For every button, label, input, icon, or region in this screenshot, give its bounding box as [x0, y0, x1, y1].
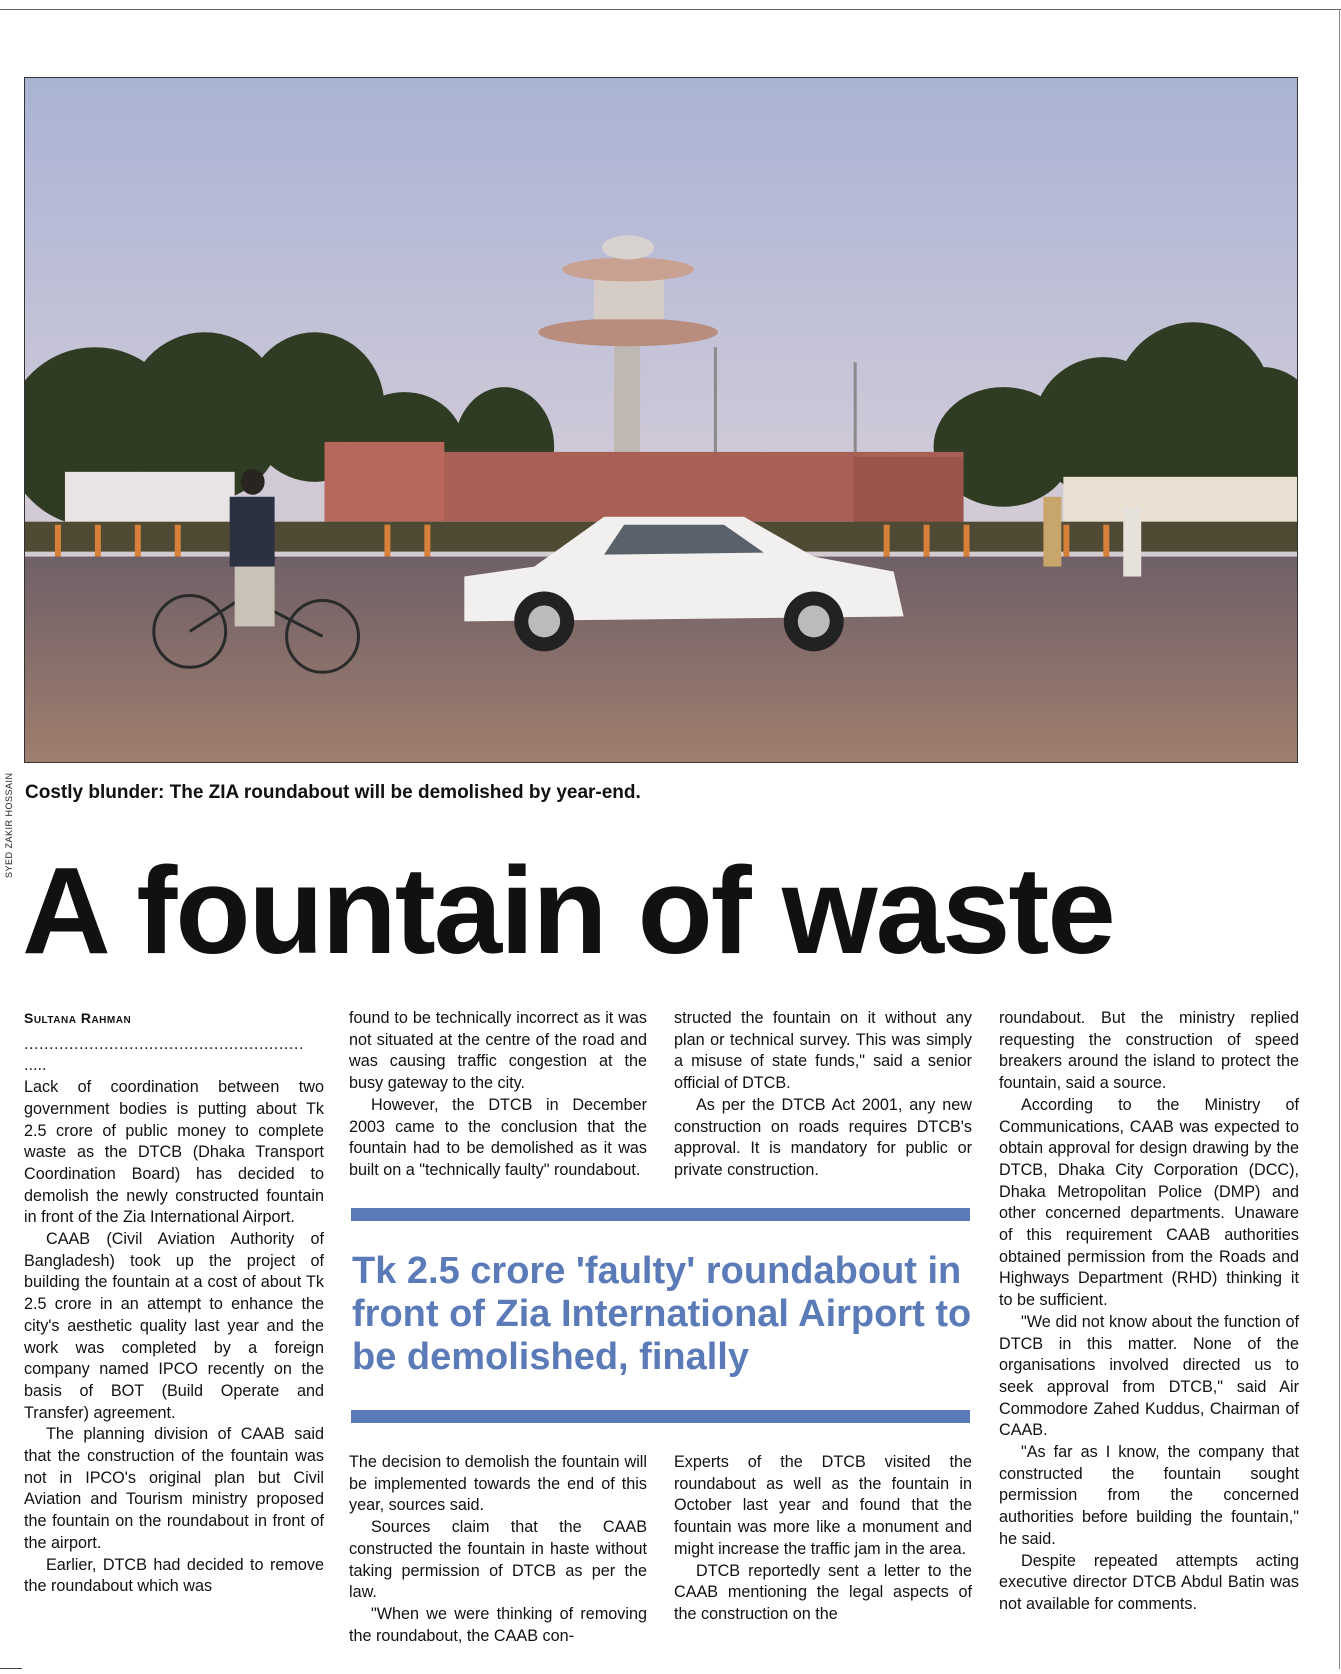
paragraph: DTCB reportedly sent a letter to the CAAB mentioning the legal aspects of the construction on the: [674, 1561, 972, 1623]
paragraph: The decision to demolish the fountain will be implemented towards the end of this year, sources said.: [349, 1453, 647, 1515]
column-2-top: [349, 1008, 647, 1182]
column-2-bottom: [349, 1452, 647, 1647]
top-rule: [0, 9, 1341, 10]
article-photo: [24, 77, 1298, 763]
paragraph: According to the Ministry of Communications, CAAB was expected to obtain approval for design drawing by the DTCB, Dhaka City Corporation (DCC), Dhaka Metropolitan Police (DMP) and other concerned departments. Unaware of this requirement CAAB authorities obtained permission from the Roads and Highways Department (RHD) thinking it to be sufficient.: [999, 1095, 1299, 1310]
paragraph: CAAB (Civil Aviation Authority of Bangladesh) took up the project of building the fountain at a cost of about Tk 2.5 crore in an attempt to enhance the city's aesthetic quality last year and the work was completed by a foreign company named IPCO recently on the basis of BOT (Build Operate and Transfer) agreement.: [24, 1230, 324, 1422]
paragraph: Lack of coordination between two government bodies is putting about Tk 2.5 crore of public money to complete waste as the DTCB (Dhaka Transport Coordination Board) has decided to demolish the newly constructed fountain in front of the Zia International Airport.: [24, 1078, 324, 1227]
column-3-bottom: [674, 1452, 972, 1626]
photo-credit: SYED ZAKIR HOSSAIN: [4, 772, 14, 878]
pullquote-bar-top: [351, 1208, 970, 1221]
paragraph: Experts of the DTCB visited the roundabout as well as the fountain in October last year and found that the fountain was more like a monument and might increase the traffic jam in the area.: [674, 1453, 972, 1558]
paragraph: structed the fountain on it without any plan or technical survey. This was simply a misuse of state funds," said a senior official of DTCB.: [674, 1009, 972, 1093]
photo-caption: Costly blunder: The ZIA roundabout will be demolished by year-end.: [25, 782, 641, 803]
roundabout-photo-illustration: [25, 78, 1297, 762]
paragraph: roundabout. But the ministry replied requesting the construction of speed breakers around the island to protect the fountain, said a source.: [999, 1009, 1299, 1093]
headline: A fountain of waste: [22, 843, 1114, 980]
byline-separator: ........................................................: [24, 1034, 304, 1053]
bottom-rule: [0, 1668, 22, 1669]
column-3-top: [674, 1008, 972, 1182]
column-4: [999, 1008, 1299, 1616]
byline-text: Sultana Rahman: [24, 1010, 132, 1026]
byline-separator-tail: .....: [24, 1056, 47, 1075]
paragraph: The planning division of CAAB said that the construction of the fountain was not in IPCO's original plan but Civil Aviation and Tourism ministry proposed the fountain on the roundabout in front of the airport.: [24, 1425, 324, 1552]
paragraph: Despite repeated attempts acting executive director DTCB Abdul Batin was not available for comments.: [999, 1551, 1299, 1613]
column-1: [24, 1008, 324, 1598]
paragraph: Earlier, DTCB had decided to remove the roundabout which was: [24, 1555, 324, 1596]
paragraph: "When we were thinking of removing the roundabout, the CAAB con-: [349, 1604, 647, 1645]
byline: [24, 1008, 324, 1030]
paragraph: However, the DTCB in December 2003 came to the conclusion that the fountain had to be demolished as it was built on a "technically faulty" roundabout.: [349, 1095, 647, 1179]
paragraph: "We did not know about the function of DTCB in this matter. None of the organisations involved directed us to seek approval from DTCB," said Air Commodore Zahed Kuddus, Chairman of CAAB.: [999, 1312, 1299, 1440]
paragraph: Sources claim that the CAAB constructed the fountain in haste without taking permission of DTCB as per the law.: [349, 1518, 647, 1602]
right-rule: [1339, 9, 1340, 1669]
paragraph: As per the DTCB Act 2001, any new construction on roads requires DTCB's approval. It is mandatory for public or private construction.: [674, 1095, 972, 1179]
pullquote-bar-bottom: [351, 1410, 970, 1423]
pullquote: Tk 2.5 crore 'faulty' roundabout in front of Zia International Airport to be demolished, finally: [352, 1250, 972, 1378]
paragraph: "As far as I know, the company that constructed the fountain sought permission from the concerned authorities before building the fountain," he said.: [999, 1443, 1299, 1548]
paragraph: found to be technically incorrect as it was not situated at the centre of the road and was causing traffic congestion at the busy gateway to the city.: [349, 1009, 647, 1093]
